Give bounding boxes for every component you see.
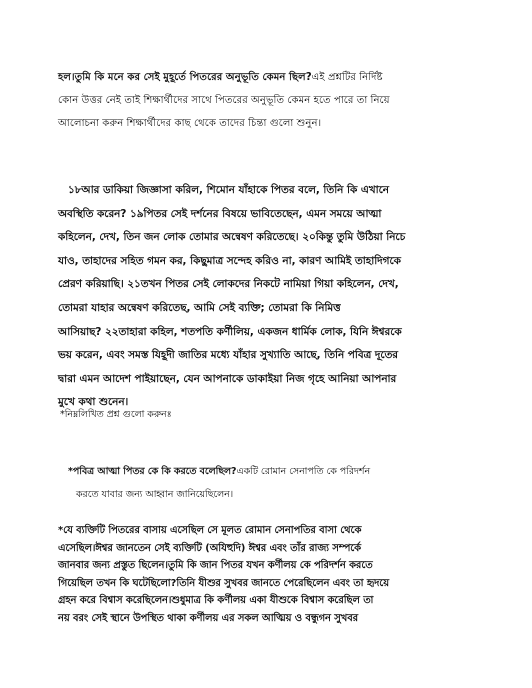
question-2-line: নয় বরং সেই স্থানে উপস্থিত থাকা কর্ণীলয় এর সকল আত্মিয় ও বন্ধুগন সুখবর (58, 612, 359, 624)
passage-line: মুখে কথা শুনেন। (58, 396, 129, 409)
question-2-line: জানবার জন্য প্রস্তুত ছিলেন।তুমি কি জান পিতর যখন কর্ণীলয় কে পরিদর্শন করতে (58, 560, 373, 572)
question-2-line: গিয়েছিল তখন কি ঘটেছিলো?তিনি যীশুর সুখবর জানতে পেরেছিলেন এবং তা হৃদয়ে (58, 577, 390, 589)
question-1 (68, 460, 508, 506)
passage-line: প্রেরণ করিয়াছি। ২১তখন পিতর সেই লোকদের নিকটে নামিয়া গিয়া কহিলেন, দেখ, (58, 278, 399, 291)
passage-line: তোমরা যাহার অন্বেষণ করিতেছ, আমি সেই ব্যক্তি; তোমরা কি নিমিত্ত (58, 301, 341, 314)
passage-line: ভয় করেন, এবং সমস্ত যিহূদী জাতির মধ্যে যাঁহার সুখ্যাতি আছে, তিনি পবিত্র দূতের (58, 349, 399, 362)
question-2-line: এসেছিল।ঈশ্বর জানতেন সেই ব্যক্তিটি (অযিহুদি) ঈশ্বর এবং তাঁর রাজ্য সম্পর্কে (58, 542, 361, 554)
passage-line: অবস্থিতি করেন? ১৯পিতর সেই দর্শনের বিষয়ে ভাবিতেছেন, এমন সময়ে আত্মা (58, 207, 382, 220)
instruction-text: *নিম্নলিখিত প্রশ্ন গুলো করুনঃ (60, 409, 172, 420)
lead-line-2: কোন উত্তর নেই তাই শিক্ষার্থীদের সাথে পিতরের অনুভূতি কেমন হতে পারে তা নিয়ে (58, 95, 390, 106)
passage-line: ১৮আর ডাকিয়া জিজ্ঞাসা করিল, শিমোন যাঁহাকে পিতর বলে, তিনি কি এখানে (68, 184, 389, 196)
passage-line: যাও, তাহাদের সহিত গমন কর, কিছুমাত্র সন্দেহ করিও না, কারণ আমিই তাহাদিগকে (58, 254, 401, 267)
lead-line-1 (58, 66, 510, 89)
question-1-line-2: করতে যাবার জন্য আহ্বান জানিয়েছিলেন। (76, 489, 234, 500)
passage-line: দ্বারা এমন আদেশ পাইয়াছেন, যেন আপনাকে ডাকাইয়া নিজ গৃহে আনিয়া আপনার (58, 372, 397, 385)
bible-passage (58, 179, 510, 415)
lead-line-1-rest: এই প্রশ্নটির নির্দিষ্ট (311, 72, 383, 83)
question-1-line-1 (68, 460, 508, 483)
passage-line: আসিয়াছ? ২২তাহারা কহিল, শতপতি কর্ণীলিয়, একজন ধার্মিক লোক, যিনি ঈশ্বরকে (58, 325, 402, 338)
lead-line-3: আলোচনা করুন শিক্ষার্থীদের কাছ থেকে তাদের চিন্তা গুলো শুনুন। (58, 118, 322, 129)
lead-bold-question: হল।তুমি কি মনে কর সেই মুহূর্তে পিতরের অনুভূতি কেমন ছিল? (58, 72, 312, 83)
lead-paragraph (58, 66, 510, 135)
passage-line: কহিলেন, দেখ, তিন জন লোক তোমার অন্বেষণ করিতেছে। ২০কিন্তু তুমি উঠিয়া নিচে (58, 231, 406, 244)
question-2-line: *যে ব্যক্তিটি পিতরের বাসায় এসেছিল সে মূলত রোমান সেনাপতির বাসা থেকে (58, 525, 362, 536)
question-1-rest: একটি রোমান সেনাপতি কে পরিদর্শন (236, 466, 371, 477)
question-1-bold: *পবিত্র আত্মা পিতর কে কি করতে বলেছিল? (68, 466, 237, 477)
question-2-line: গ্রহন করে বিশ্বাস করেছিলেন।শুধুমাত্র কি কর্ণীলয় একা যীশুকে বিশ্বাস করেছিল তা (58, 595, 374, 607)
question-2 (58, 522, 514, 628)
